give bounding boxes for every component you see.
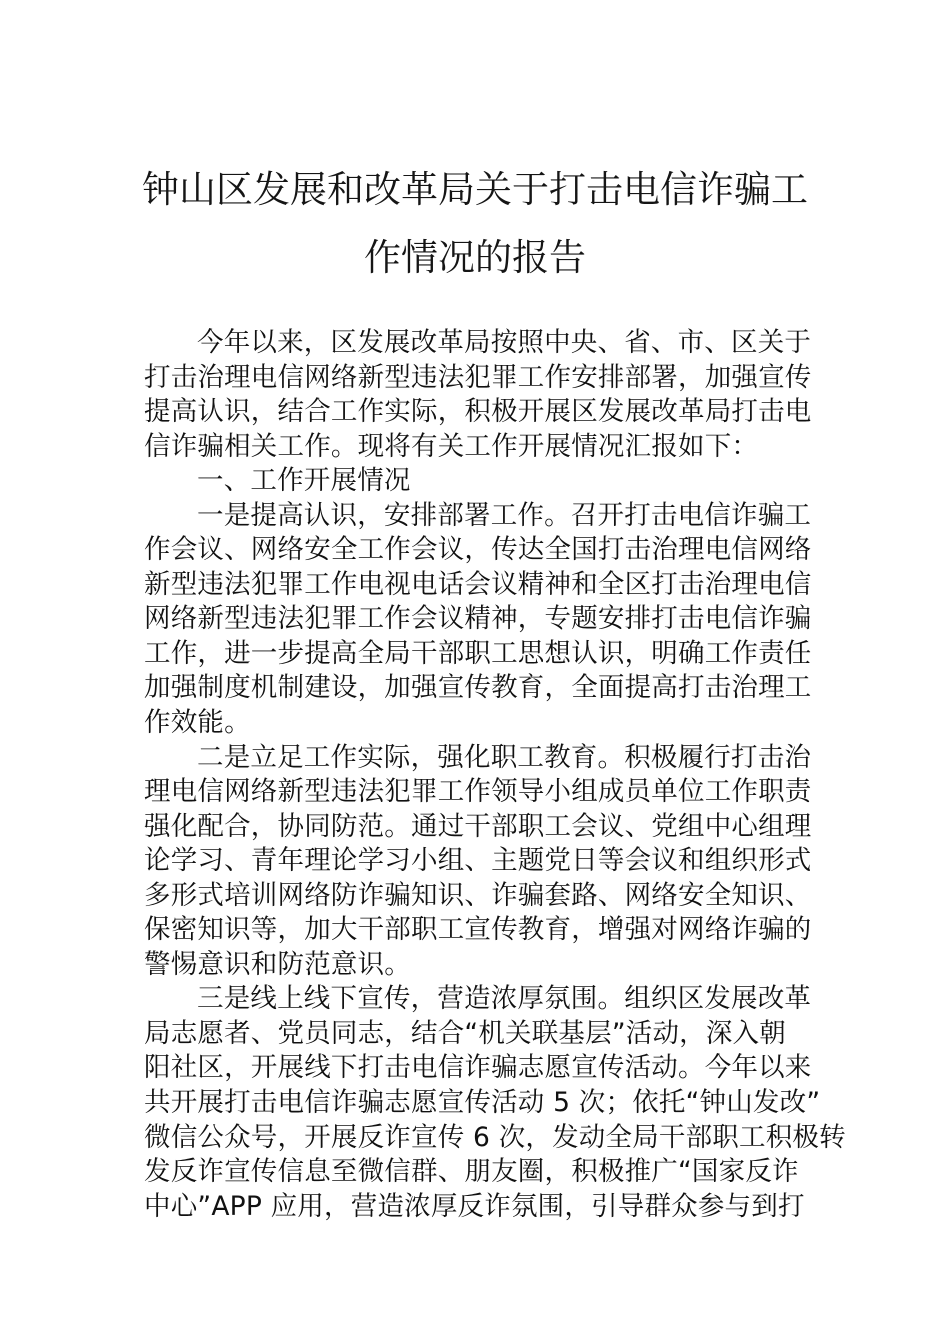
body-line: 二是立足工作实际，强化职工教育。积极履行打击治 [197,741,812,773]
body-line: 阳社区，开展线下打击电信诈骗志愿宣传活动。今年以来 [144,1052,812,1084]
body-line: 中心”APP 应用，营造浓厚反诈氛围，引导群众参与到打 [144,1190,805,1222]
body-line: 理电信网络新型违法犯罪工作领导小组成员单位工作职责 [144,776,812,808]
body-line: 提高认识，结合工作实际，积极开展区发展改革局打击电 [144,396,812,428]
body-line: 加强制度机制建设，加强宣传教育，全面提高打击治理工 [144,672,812,704]
body-line: 微信公众号，开展反诈宣传 6 次，发动全局干部职工积极转 [144,1121,846,1153]
body-line: 警惕意识和防范意识。 [144,948,411,980]
body-line: 网络新型违法犯罪工作会议精神，专题安排打击电信诈骗 [144,603,812,635]
body-line: 工作，进一步提高全局干部职工思想认识，明确工作责任 [144,637,812,669]
body-line: 三是线上线下宣传，营造浓厚氛围。组织区发展改革 [197,983,812,1015]
body-line: 强化配合，协同防范。通过干部职工会议、党组中心组理 [144,810,812,842]
document-body [144,326,846,1224]
section-heading: 一、工作开展情况 [197,465,411,497]
body-line: 一是提高认识，安排部署工作。召开打击电信诈骗工 [197,499,812,531]
body-line: 发反诈宣传信息至微信群、朋友圈，积极推广“国家反诈 [144,1156,799,1188]
document-title-line-1: 钟山区发展和改革局关于打击电信诈骗工 [142,168,808,211]
body-line: 今年以来，区发展改革局按照中央、省、市、区关于 [197,327,812,358]
document-title-line-2: 作情况的报告 [364,236,586,279]
body-line: 打击治理电信网络新型违法犯罪工作安排部署，加强宣传 [144,361,812,393]
body-line: 保密知识等，加大干部职工宣传教育，增强对网络诈骗的 [144,914,812,946]
body-line: 作效能。 [144,707,251,739]
body-line: 新型违法犯罪工作电视电话会议精神和全区打击治理电信 [144,568,812,600]
body-line: 论学习、青年理论学习小组、主题党日等会议和组织形式 [144,845,812,877]
body-line: 共开展打击电信诈骗志愿宣传活动 5 次；依托“钟山发改” [144,1087,821,1119]
body-line: 局志愿者、党员同志，结合“机关联基层”活动，深入朝 [144,1017,786,1049]
body-line: 信诈骗相关工作。现将有关工作开展情况汇报如下： [144,430,759,462]
body-line: 多形式培训网络防诈骗知识、诈骗套路、网络安全知识、 [144,879,812,911]
body-line: 作会议、网络安全工作会议，传达全国打击治理电信网络 [144,534,812,566]
